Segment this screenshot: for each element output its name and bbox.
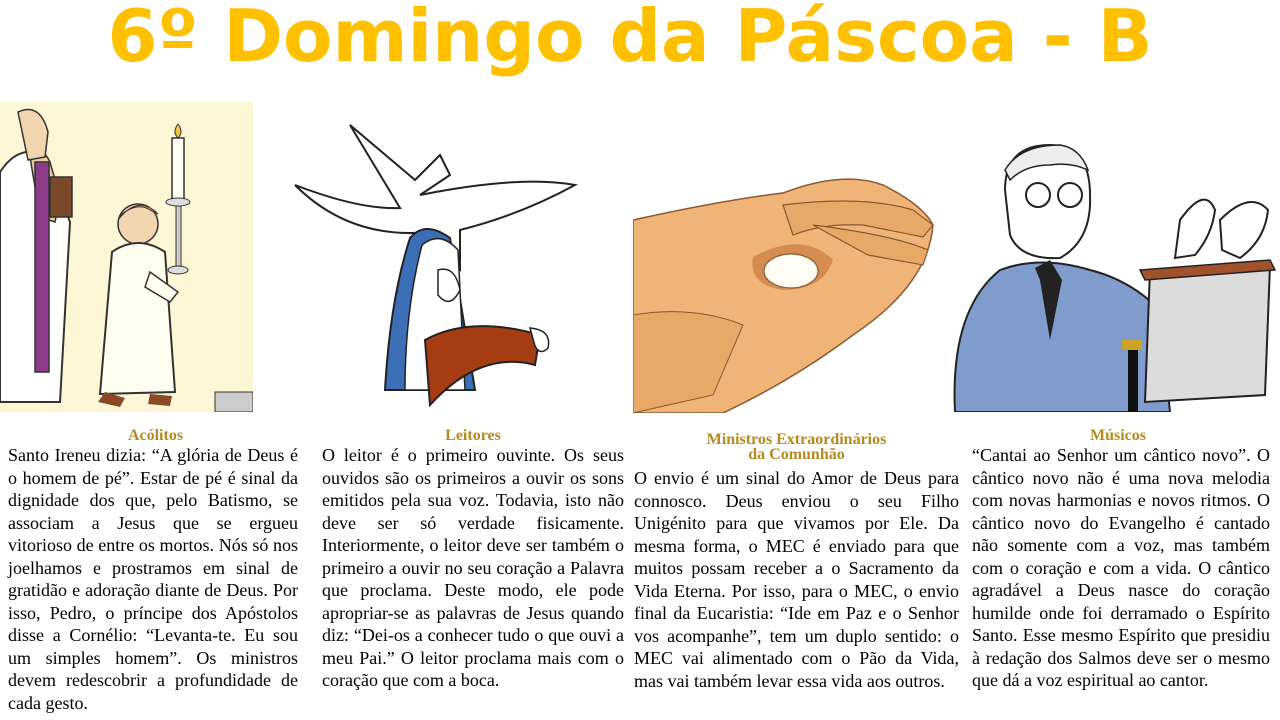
column-heading-leitores: Leitores <box>445 427 501 444</box>
hands-host-illustration <box>633 165 943 413</box>
column-text-ministros: O envio é um sinal do Amor de Deus para connosco. Deus enviou o seu Filho Unigénito para que vivamos por Ele. Da mesma forma, o MEC é enviado para que muitos possam receber a o Sacramento da Vida Eterna. Por isso, para o MEC, o envio final da Eucaristia: “Ide em Paz e o Senhor vos acompanhe”, tem um duplo sentido: o MEC vai alimentado com o Pão da Vida, mas vai também levar essa vida aos outros. <box>634 468 959 691</box>
column-text-acolitos: Santo Ireneu dizia: “A glória de Deus é o homem de pé”. Estar de pé é sinal da dignidade dos que, pelo Batismo, se associam a Jesus que se ergueu vitorioso de entre os mortos. Nós só nos joelhamos e prostramos em sinal de gratidão e adoração diante de Deus. Por isso, Pedro, o príncipe dos Apóstolos disse a Cornélio: “Levanta-te. Eu sou um simples homem”. Os ministros devem redescobrir a profundidade de cada gesto. <box>8 445 298 713</box>
column-text-leitores: O leitor é o primeiro ouvinte. Os seus ouvidos são os primeiros a ouvir os sons emitidos pela sua voz. Todavia, isto não deve ser só verdade fisicamente. Interiormente, o leitor deve ser também o primeiro a ouvir no seu coração a Palavra que proclama. Deste modo, ele pode apropriar-se as palavras de Jesus quando diz: “Dei-os a conhecer tudo o que ouvi a meu Pai.” O leitor proclama mais com o coração que com a boca. <box>322 445 624 690</box>
column-text-musicos: “Cantai ao Senhor um cântico novo”. O cântico novo não é uma nova melodia com novas harmonias e novos ritmos. O cântico novo do Evangelho é cantado não somente com a voz, mas também com o coração e com a vida. O cântico agradável a Deus nasce do coração humilde onde foi derramado o Espírito Santo. Esse mesmo Espírito que presidiu à redação dos Salmos deve ser o mesmo que dá a voz espiritual ao cantor. <box>972 445 1270 690</box>
reader-dove-illustration <box>290 120 610 415</box>
column-heading-ministros-line2: da Comunhão <box>748 446 845 463</box>
column-heading-ministros <box>634 432 959 462</box>
acolyte-illustration <box>0 102 253 412</box>
column-heading-ministros-line1: Ministros Extraordinários <box>706 431 887 448</box>
page-title: 6º Domingo da Páscoa - B <box>107 0 1153 78</box>
column-heading-acolitos: Acólitos <box>127 427 184 444</box>
musician-illustration <box>950 140 1280 412</box>
column-heading-musicos: Músicos <box>1090 427 1146 444</box>
